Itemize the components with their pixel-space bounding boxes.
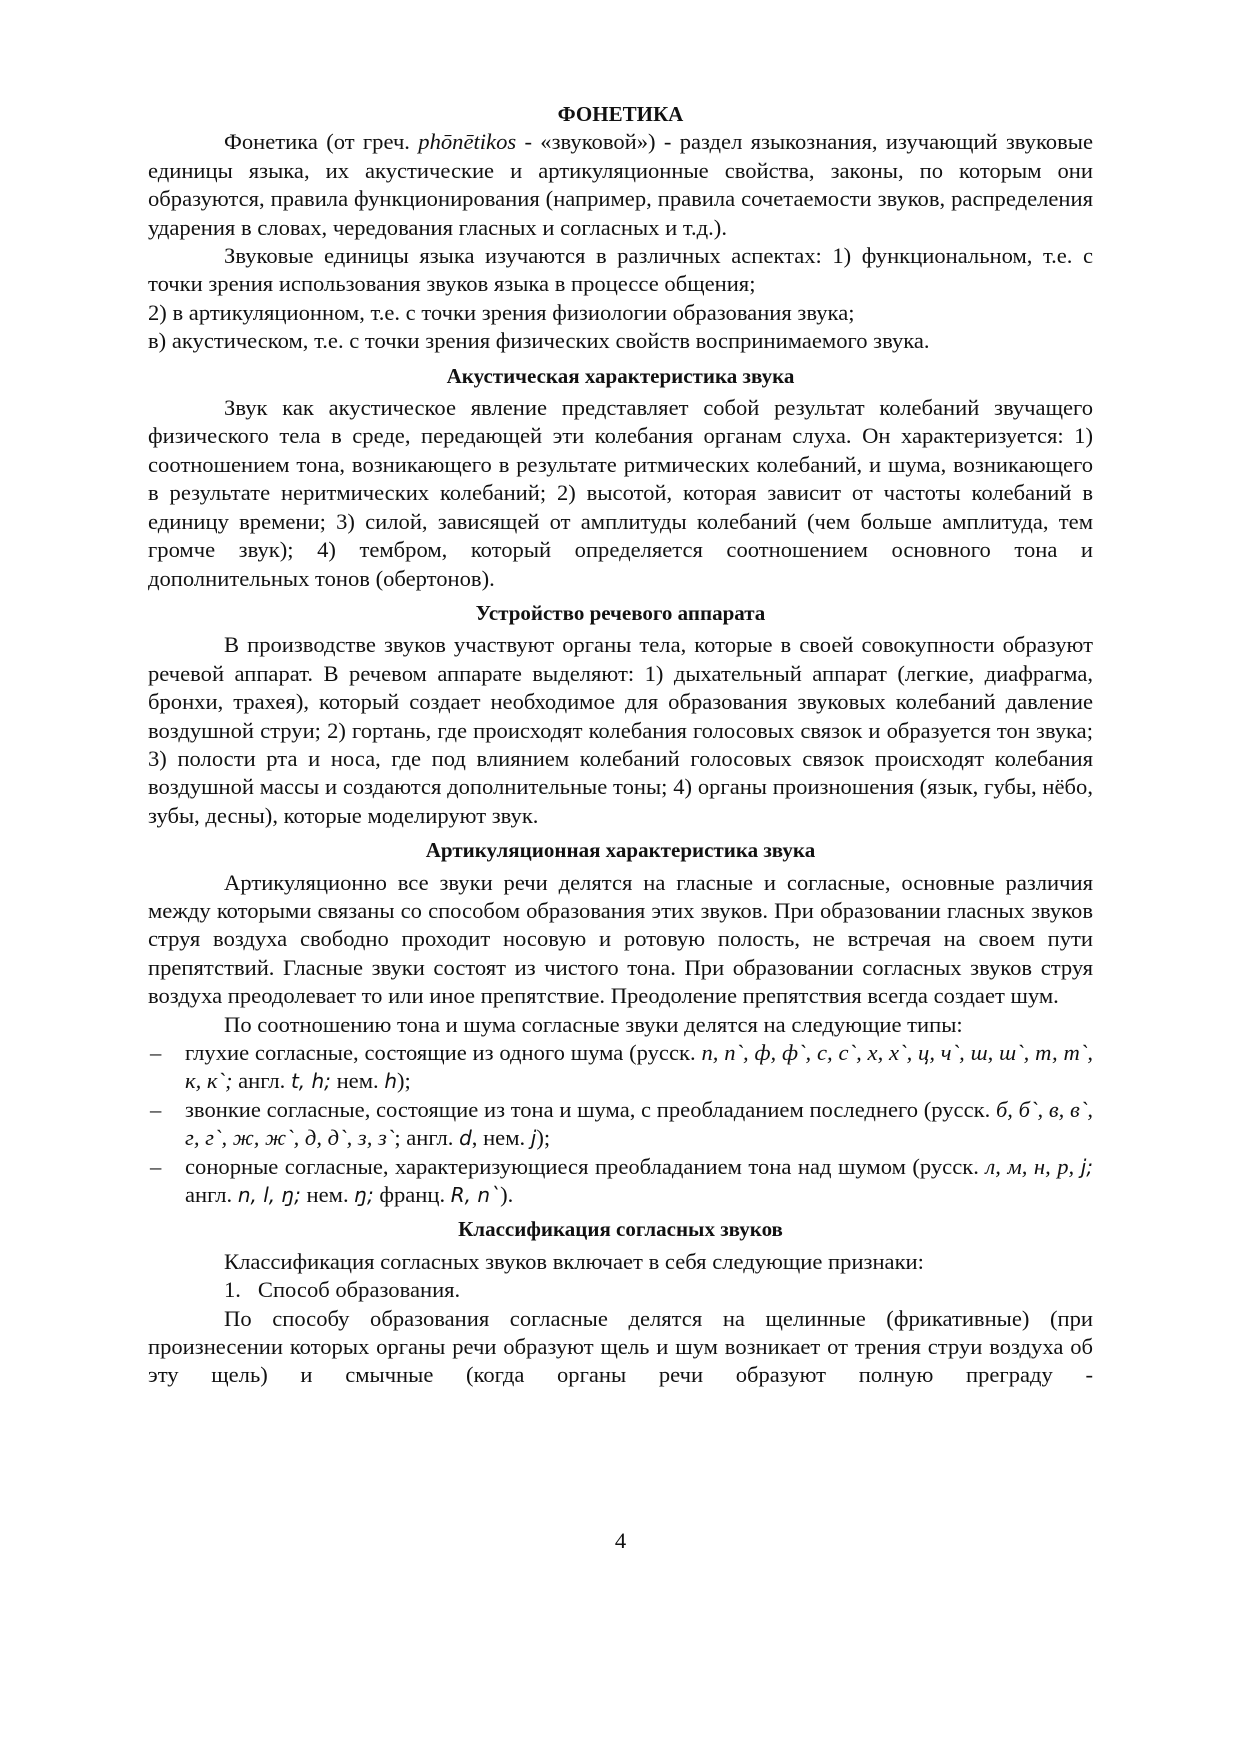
list-item-voiceless: – глухие согласные, состоящие из одного шума (русск. п, п`, ф, ф`, с, с`, х, х`, ц, ч`, ш, ш`, т, т`, к, к`; англ. t, h; нем. h); xyxy=(150,1040,1093,1094)
classification-list-item-1: 1. Способ образования. xyxy=(224,1277,461,1303)
classification-text: По способу образования согласные делятся на щелинные (фрикативные) (при произнесении которых органы речи образуют щель и шум возникает от трения струи воздуха об эту щель) и смычные (когда органы речи образуют полную преграду - xyxy=(148,1305,1093,1388)
list-dash: – xyxy=(150,1153,162,1179)
intro-paragraph-2: Звуковые единицы языка изучаются в различных аспектах: 1) функциональном, т.е. с точки зрения использования звуков языка в процессе общения; xyxy=(148,243,1093,297)
document-page xyxy=(148,100,1093,1390)
list-dash: – xyxy=(150,1096,162,1122)
consonant-types-list xyxy=(148,1039,1093,1209)
section-heading-acoustic: Акустическая характеристика звука xyxy=(446,363,795,388)
section-text-articulatory: Артикуляционно все звуки речи делятся на гласные и согласные, основные различия между которыми связаны со способом образования этих звуков. При образовании гласных звуков струя воздуха свободно проходит носовую и ротовую полость, не встречая на своем пути препятствий. Гласные звуки состоят из чистого тона. При образовании согласных звуков струя воздуха преодолевает то или иное препятствие. Преодоление препятствия всегда создает шум. xyxy=(148,869,1093,1009)
consonant-types-intro: По соотношению тона и шума согласные звуки делятся на следующие типы: xyxy=(224,1011,963,1037)
section-heading-articulatory: Артикуляционная характеристика звука xyxy=(425,838,816,863)
section-text-speech-apparatus: В производстве звуков участвуют органы тела, которые в своей совокупности образуют речевой аппарат. В речевом аппарате выделяют: 1) дыхательный аппарат (легкие, диафрагма, бронхи, трахея), который создает необходимое для образования звуковых колебаний давление воздушной струи; 2) гортань, где происходят колебания голосовых связок и образуется тон звука; 3) полости рта и носа, где под влиянием колебаний голосовых связок происходят колебания воздушной массы и создаются дополнительные тоны; 4) органы произношения (язык, губы, нёбо, зубы, десны), которые моделируют звук. xyxy=(148,632,1093,828)
intro-paragraph-3: 2) в артикуляционном, т.е. с точки зрения физиологии образования звука; xyxy=(148,299,855,325)
greek-term: phōnētikos xyxy=(418,129,517,155)
section-heading-consonant-classification: Классификация согласных звуков xyxy=(458,1217,783,1242)
section-text-acoustic: Звук как акустическое явление представляет собой результат колебаний звучащего физического тела в среде, передающей эти колебания органам слуха. Он характеризуется: 1) соотношением тона, возникающего в результате ритмических колебаний, и шума, возникающего в результате неритмических колебаний; 2) высотой, которая зависит от частоты колебаний в единицу времени; 3) силой, зависящей от амплитуды колебаний (чем больше амплитуда, тем громче звук); 4) тембром, который определяется соотношением основного тона и дополнительных тонов (обертонов). xyxy=(148,395,1093,591)
list-item-sonorant: – сонорные согласные, характеризующиеся преобладанием тона над шумом (русск. л, м, н, р, j; англ. n, l, ŋ; нем. ŋ; франц. R, n`). xyxy=(150,1153,1093,1208)
section-heading-speech-apparatus: Устройство речевого аппарата xyxy=(475,600,766,625)
intro-paragraph-1: Фонетика (от греч. phōnētikos - «звуковой») - раздел языкознания, изучающий звуковые единицы языка, их акустические и артикуляционные свойства, законы, по которым они образуются, правила функционирования (например, правила сочетаемости звуков, распределения ударения в словах, чередования гласных и согласных и т.д.). xyxy=(148,129,1093,240)
list-item-voiced: – звонкие согласные, состоящие из тона и шума, с преобладанием последнего (русск. б, б`, в, в`, г, г`, ж, ж`, д, д`, з, з`; англ. d, нем. j); xyxy=(150,1096,1093,1151)
classification-intro: Классификация согласных звуков включает в себя следующие признаки: xyxy=(224,1248,924,1274)
intro-paragraph-4: в) акустическом, т.е. с точки зрения физических свойств воспринимаемого звука. xyxy=(148,328,930,354)
page-number: 4 xyxy=(614,1528,627,1553)
list-dash: – xyxy=(150,1040,162,1065)
page-title: ФОНЕТИКА xyxy=(557,102,684,126)
